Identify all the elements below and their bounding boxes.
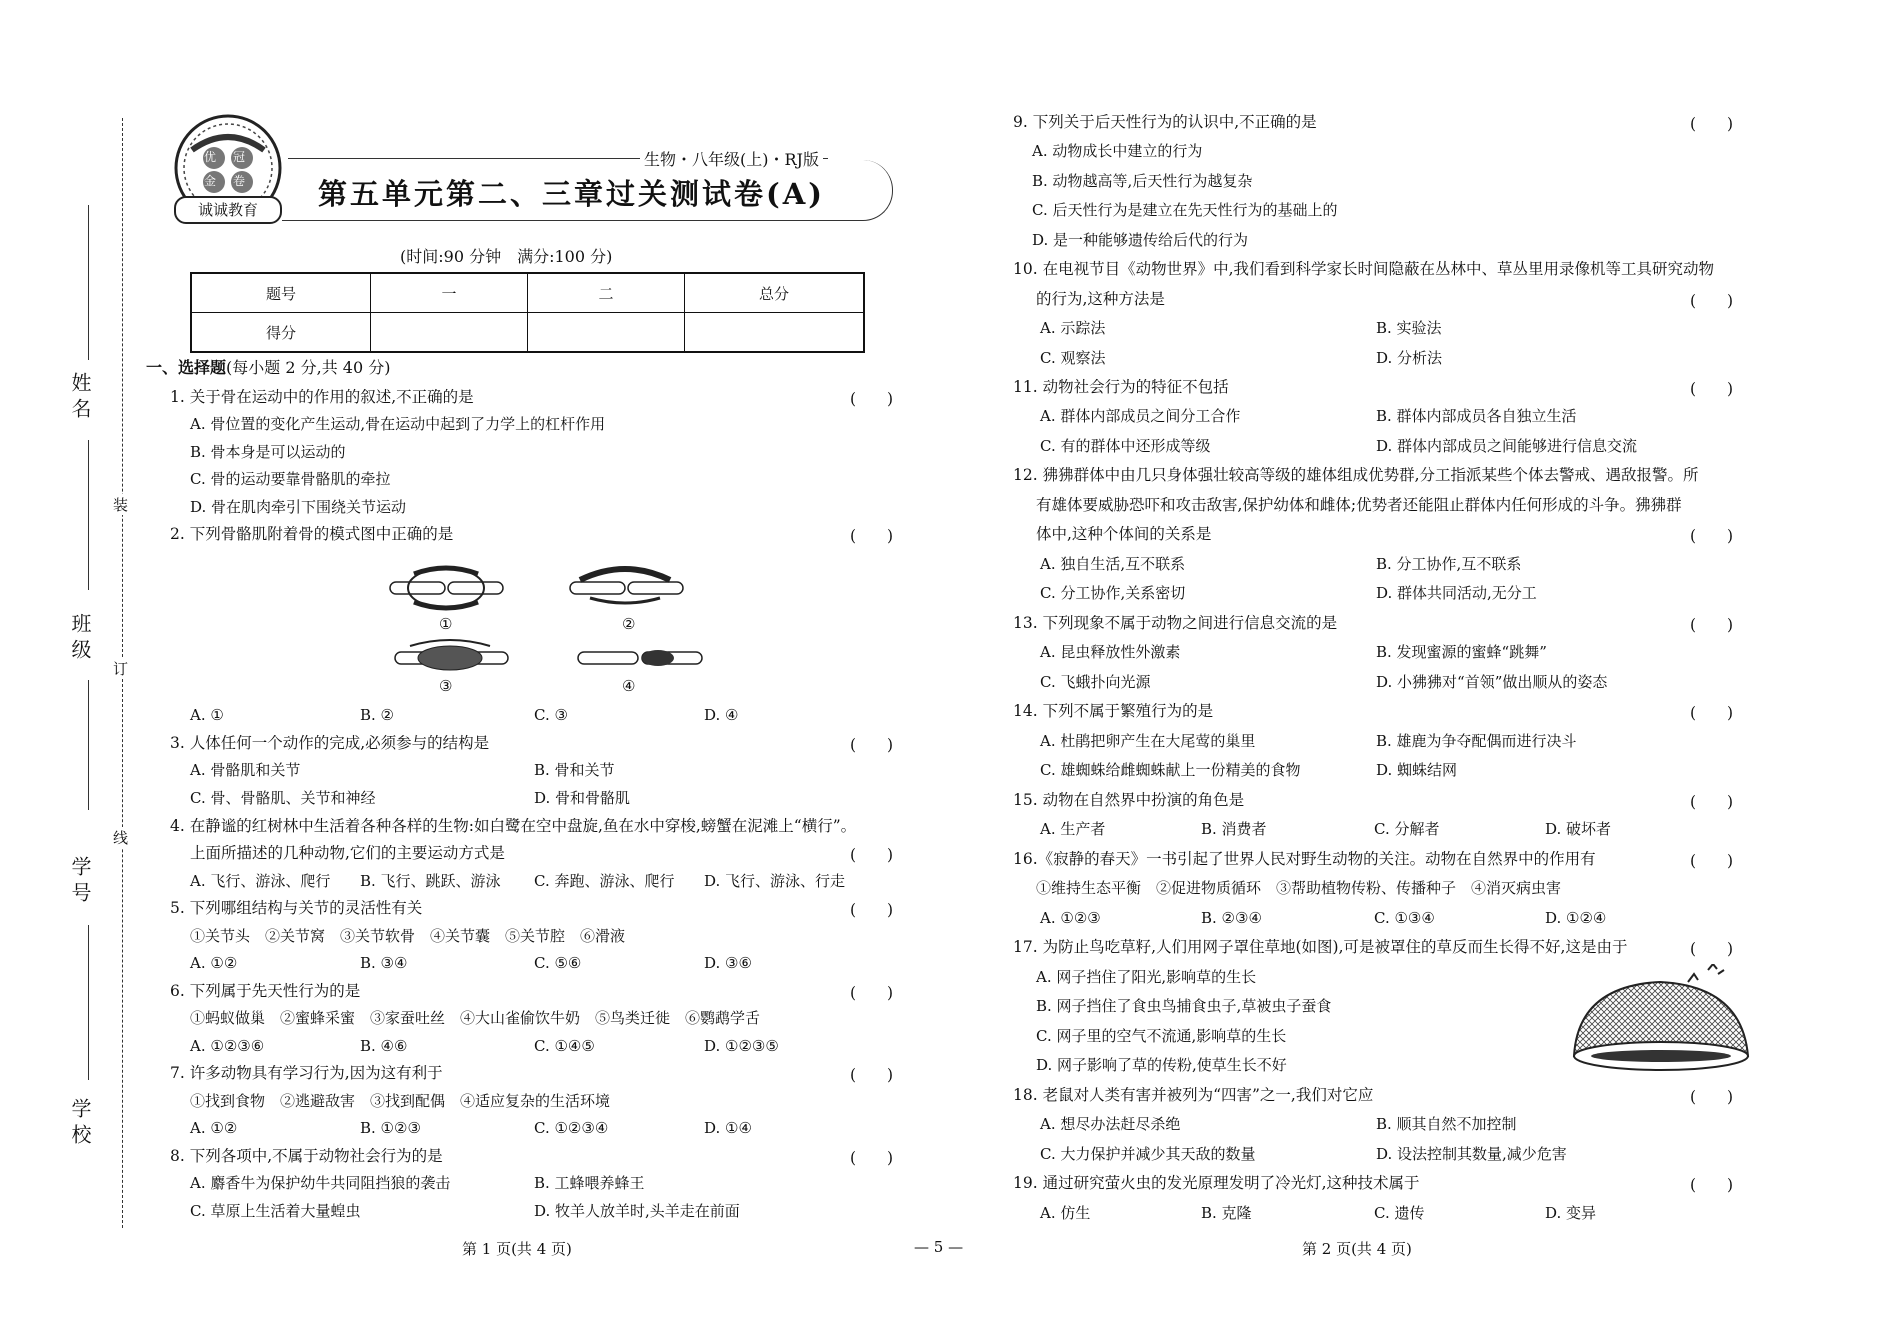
q18-option-a[interactable]: A. 想尽办法赶尽杀绝: [1040, 1115, 1181, 1133]
footer-page-right: 第 2 页(共 4 页): [1302, 1240, 1412, 1258]
q12-stem-line1: 12. 狒狒群体中由几只身体强壮较高等级的雄体组成优势群,分工指派某些个体去警戒、遇敌报警。所: [1013, 466, 1699, 484]
q17-answer-blank[interactable]: ( ): [1690, 940, 1734, 958]
q7-option-b[interactable]: B. ①②③: [360, 1119, 421, 1137]
q11-option-d[interactable]: D. 群体内部成员之间能够进行信息交流: [1376, 437, 1638, 455]
q2-diagram-4: [578, 650, 702, 666]
logo-char-2: 冠: [233, 150, 246, 164]
q15-option-d[interactable]: D. 破坏者: [1545, 820, 1612, 838]
q2-label-2: ②: [622, 615, 636, 633]
q4-stem-line2: 上面所描述的几种动物,它们的主要运动方式是: [190, 844, 505, 862]
q2-option-d[interactable]: D. ④: [704, 706, 739, 724]
id-write-line: [88, 925, 89, 1080]
q15-answer-blank[interactable]: ( ): [1690, 793, 1734, 811]
q19-option-a[interactable]: A. 仿生: [1040, 1204, 1091, 1222]
footer-page-center: — 5 —: [914, 1238, 964, 1256]
q15-option-b[interactable]: B. 消费者: [1201, 820, 1267, 838]
logo-char-3: 金: [204, 174, 217, 188]
q17-stem: 17. 为防止鸟吃草籽,人们用网子罩住草地(如图),可是被罩住的草反而生长得不好,这是由于: [1013, 938, 1628, 956]
q18-stem: 18. 老鼠对人类有害并被列为“四害”之一,我们对它应: [1013, 1086, 1374, 1104]
q9-option-c[interactable]: C. 后天性行为是建立在先天性行为的基础上的: [1032, 201, 1338, 219]
q10-answer-blank[interactable]: ( ): [1690, 292, 1734, 310]
q3-stem: 3. 人体任何一个动作的完成,必须参与的结构是: [170, 734, 490, 752]
q5-answer-blank[interactable]: ( ): [850, 901, 894, 919]
q16-option-c[interactable]: C. ①③④: [1374, 909, 1435, 927]
q15-option-c[interactable]: C. 分解者: [1374, 820, 1440, 838]
q9-option-b[interactable]: B. 动物越高等,后天性行为越复杂: [1032, 172, 1253, 190]
q4-option-d[interactable]: D. 飞行、游泳、行走: [704, 872, 846, 890]
logo-brand-text: 诚诚教育: [197, 201, 258, 219]
binding-mark-zhuang: 装: [113, 496, 129, 514]
q12-stem-line3: 体中,这种个体间的关系是: [1036, 525, 1212, 543]
q9-answer-blank[interactable]: ( ): [1690, 115, 1734, 133]
q16-option-b[interactable]: B. ②③④: [1201, 909, 1262, 927]
q10-stem-line1: 10. 在电视节目《动物世界》中,我们看到科学家长时间隐蔽在丛林中、草丛里用录像机等工具研究动物: [1013, 260, 1715, 278]
class-field-label: 班级: [68, 613, 92, 665]
q1-option-a[interactable]: A. 骨位置的变化产生运动,骨在运动中起到了力学上的杠杆作用: [190, 415, 606, 433]
q5-option-b[interactable]: B. ③④: [360, 954, 408, 972]
q4-stem-line1: 4. 在静谧的红树林中生活着各种各样的生物:如白鹭在空中盘旋,鱼在水中穿梭,螃蟹在泥滩上“横行”。: [170, 817, 857, 835]
q9-option-a[interactable]: A. 动物成长中建立的行为: [1032, 142, 1203, 160]
q6-option-a[interactable]: A. ①②③⑥: [190, 1037, 265, 1055]
q16-items: ①维持生态平衡 ②促进物质循环 ③帮助植物传粉、传播种子 ④消灭病虫害: [1036, 879, 1562, 897]
q7-items: ①找到食物 ②逃避敌害 ③找到配偶 ④适应复杂的生活环境: [190, 1092, 611, 1110]
q5-option-d[interactable]: D. ③⑥: [704, 954, 752, 972]
section-title: [146, 358, 390, 378]
subject-tag: 生物・八年级(上)・RJ版: [640, 147, 823, 170]
score-cell-2[interactable]: [528, 313, 685, 353]
q3-option-c[interactable]: C. 骨、骨骼肌、关节和神经: [190, 789, 376, 807]
section-title-text: 一、选择题: [146, 358, 227, 377]
q1-option-c[interactable]: C. 骨的运动要靠骨骼肌的牵拉: [190, 470, 391, 488]
student-id-field-label: 学号: [68, 856, 92, 908]
q3-answer-blank[interactable]: ( ): [850, 736, 894, 754]
q1-option-d[interactable]: D. 骨在肌肉牵引下围绕关节运动: [190, 498, 407, 516]
q7-answer-blank[interactable]: ( ): [850, 1066, 894, 1084]
q18-option-d[interactable]: D. 设法控制其数量,减少危害: [1376, 1145, 1567, 1163]
q5-option-c[interactable]: C. ⑤⑥: [534, 954, 582, 972]
q8-option-a[interactable]: A. 麝香牛为保护幼牛共同阻挡狼的袭击: [190, 1174, 451, 1192]
name-write-line: [88, 440, 89, 590]
q6-stem: 6. 下列属于先天性行为的是: [170, 982, 361, 1000]
q2-option-a[interactable]: A. ①: [190, 706, 224, 724]
q8-option-b[interactable]: B. 工蜂喂养蜂王: [534, 1174, 645, 1192]
q3-option-d[interactable]: D. 骨和骨骼肌: [534, 789, 631, 807]
q18-option-c[interactable]: C. 大力保护并减少其天敌的数量: [1040, 1145, 1256, 1163]
q4-option-a[interactable]: A. 飞行、游泳、爬行: [190, 872, 331, 890]
logo-char-4: 卷: [233, 174, 246, 188]
q2-option-c[interactable]: C. ③: [534, 706, 568, 724]
name-field-label: 姓名: [68, 372, 92, 424]
school-field-label: 学校: [68, 1098, 92, 1150]
q16-stem: 16.《寂静的春天》一书引起了世界人民对野生动物的关注。动物在自然界中的作用有: [1013, 850, 1596, 868]
q2-option-b[interactable]: B. ②: [360, 706, 395, 724]
q17-net-dome-figure: [1568, 964, 1754, 1074]
q4-option-c[interactable]: C. 奔跑、游泳、爬行: [534, 872, 675, 890]
q1-answer-blank[interactable]: ( ): [850, 390, 894, 408]
q5-stem: 5. 下列哪组结构与关节的灵活性有关: [170, 899, 423, 917]
q10-option-d[interactable]: D. 分析法: [1376, 349, 1443, 367]
q13-option-d[interactable]: D. 小狒狒对“首领”做出顺从的姿态: [1376, 673, 1608, 691]
q19-answer-blank[interactable]: ( ): [1690, 1176, 1734, 1194]
class-write-line: [88, 680, 89, 810]
q2-muscle-diagram: [380, 560, 730, 700]
q17-option-d[interactable]: D. 网子影响了草的传粉,使草生长不好: [1036, 1056, 1287, 1074]
q7-option-c[interactable]: C. ①②③④: [534, 1119, 609, 1137]
q14-stem: 14. 下列不属于繁殖行为的是: [1013, 702, 1214, 720]
binding-solid-line: [88, 205, 89, 360]
q17-option-b[interactable]: B. 网子挡住了食虫鸟捕食虫子,草被虫子蚕食: [1036, 997, 1332, 1015]
q10-option-a[interactable]: A. 示踪法: [1040, 319, 1106, 337]
q2-label-4: ④: [622, 677, 636, 695]
q18-option-b[interactable]: B. 顺其自然不加控制: [1376, 1115, 1517, 1133]
q2-diagram-1: [390, 568, 503, 608]
q8-answer-blank[interactable]: ( ): [850, 1149, 894, 1167]
q19-option-b[interactable]: B. 克隆: [1201, 1204, 1252, 1222]
q12-answer-blank[interactable]: ( ): [1690, 527, 1734, 545]
q11-option-c[interactable]: C. 有的群体中还形成等级: [1040, 437, 1211, 455]
q10-stem-line2: 的行为,这种方法是: [1036, 290, 1165, 308]
q3-option-a[interactable]: A. 骨骼肌和关节: [190, 761, 301, 779]
q14-option-b[interactable]: B. 雄鹿为争夺配偶而进行决斗: [1376, 732, 1577, 750]
score-row-label: 得分: [191, 313, 371, 353]
q8-option-d[interactable]: D. 牧羊人放羊时,头羊走在前面: [534, 1202, 740, 1220]
q6-items: ①蚂蚁做巢 ②蜜蜂采蜜 ③家蚕吐丝 ④大山雀偷饮牛奶 ⑤鸟类迁徙 ⑥鹦鹉学舌: [190, 1009, 761, 1027]
q4-option-b[interactable]: B. 飞行、跳跃、游泳: [360, 872, 501, 890]
q14-option-d[interactable]: D. 蜘蛛结网: [1376, 761, 1458, 779]
q8-stem: 8. 下列各项中,不属于动物社会行为的是: [170, 1147, 443, 1165]
q16-option-d[interactable]: D. ①②④: [1545, 909, 1607, 927]
q11-stem: 11. 动物社会行为的特征不包括: [1013, 378, 1229, 396]
q2-diagram-3: [395, 640, 508, 670]
q11-option-b[interactable]: B. 群体内部成员各自独立生活: [1376, 407, 1577, 425]
q13-answer-blank[interactable]: ( ): [1690, 616, 1734, 634]
q13-option-a[interactable]: A. 昆虫释放性外激素: [1040, 643, 1181, 661]
score-cell-1[interactable]: [371, 313, 528, 353]
q16-option-a[interactable]: A. ①②③: [1040, 909, 1101, 927]
score-header-label: 题号: [191, 273, 371, 313]
q12-stem-line2: 有雄体要威胁恐吓和攻击敌害,保护幼体和雌体;优势者还能阻止群体内任何形成的斗争。狒狒群: [1036, 496, 1682, 514]
q3-option-b[interactable]: B. 骨和关节: [534, 761, 615, 779]
q6-option-b[interactable]: B. ④⑥: [360, 1037, 408, 1055]
score-cell-total[interactable]: [685, 313, 865, 353]
q9-stem: 9. 下列关于后天性行为的认识中,不正确的是: [1013, 113, 1317, 131]
section-note: (每小题 2 分,共 40 分): [226, 358, 391, 377]
q11-answer-blank[interactable]: ( ): [1690, 380, 1734, 398]
q19-stem: 19. 通过研究萤火虫的发光原理发明了冷光灯,这种技术属于: [1013, 1174, 1420, 1192]
q2-label-1: ①: [439, 615, 453, 633]
q6-option-d[interactable]: D. ①②③⑤: [704, 1037, 779, 1055]
score-header-1: 一: [371, 273, 528, 313]
q14-answer-blank[interactable]: ( ): [1690, 704, 1734, 722]
q10-option-b[interactable]: B. 实验法: [1376, 319, 1442, 337]
score-header-2: 二: [528, 273, 685, 313]
q19-option-c[interactable]: C. 遗传: [1374, 1204, 1425, 1222]
q4-answer-blank[interactable]: ( ): [850, 846, 894, 864]
q2-answer-blank[interactable]: ( ): [850, 527, 894, 545]
q10-option-c[interactable]: C. 观察法: [1040, 349, 1106, 367]
logo-brand-badge: [174, 196, 282, 224]
q12-option-b[interactable]: B. 分工协作,互不联系: [1376, 555, 1522, 573]
q2-stem: 2. 下列骨骼肌附着骨的模式图中正确的是: [170, 525, 454, 543]
q7-option-d[interactable]: D. ①④: [704, 1119, 752, 1137]
q17-option-c[interactable]: C. 网子里的空气不流通,影响草的生长: [1036, 1027, 1287, 1045]
time-info: (时间:90 分钟 满分:100 分): [400, 247, 613, 266]
page-title: 第五单元第二、三章过关测试卷(A): [318, 177, 825, 211]
logo-char-1: 优: [204, 150, 217, 164]
q12-option-c[interactable]: C. 分工协作,关系密切: [1040, 584, 1186, 602]
score-header-total: 总分: [685, 273, 865, 313]
q13-option-c[interactable]: C. 飞蛾扑向光源: [1040, 673, 1151, 691]
q2-label-3: ③: [439, 677, 453, 695]
q1-option-b[interactable]: B. 骨本身是可以运动的: [190, 443, 346, 461]
footer-page-left: 第 1 页(共 4 页): [462, 1240, 572, 1258]
q15-option-a[interactable]: A. 生产者: [1040, 820, 1106, 838]
q8-option-c[interactable]: C. 草原上生活着大量蝗虫: [190, 1202, 361, 1220]
q6-answer-blank[interactable]: ( ): [850, 984, 894, 1002]
q1-stem: 1. 关于骨在运动中的作用的叙述,不正确的是: [170, 388, 474, 406]
q19-option-d[interactable]: D. 变异: [1545, 1204, 1597, 1222]
q14-option-a[interactable]: A. 杜鹃把卵产生在大尾莺的巢里: [1040, 732, 1256, 750]
score-table: [190, 272, 865, 353]
q9-option-d[interactable]: D. 是一种能够遗传给后代的行为: [1032, 231, 1249, 249]
binding-mark-xian: 线: [113, 829, 129, 847]
q5-items: ①关节头 ②关节窝 ③关节软骨 ④关节囊 ⑤关节腔 ⑥滑液: [190, 927, 626, 945]
binding-mark-ding: 订: [113, 660, 129, 678]
q13-stem: 13. 下列现象不属于动物之间进行信息交流的是: [1013, 614, 1338, 632]
q7-option-a[interactable]: A. ①②: [190, 1119, 238, 1137]
q6-option-c[interactable]: C. ①④⑤: [534, 1037, 595, 1055]
q12-option-d[interactable]: D. 群体共同活动,无分工: [1376, 584, 1537, 602]
q14-option-c[interactable]: C. 雄蜘蛛给雌蜘蛛献上一份精美的食物: [1040, 761, 1301, 779]
q12-option-a[interactable]: A. 独自生活,互不联系: [1040, 555, 1186, 573]
q7-stem: 7. 许多动物具有学习行为,因为这有利于: [170, 1064, 443, 1082]
q2-diagram-2: [570, 569, 683, 603]
q17-option-a[interactable]: A. 网子挡住了阳光,影响草的生长: [1036, 968, 1257, 986]
q15-stem: 15. 动物在自然界中扮演的角色是: [1013, 791, 1245, 809]
q16-answer-blank[interactable]: ( ): [1690, 852, 1734, 870]
q13-option-b[interactable]: B. 发现蜜源的蜜蜂“跳舞”: [1376, 643, 1547, 661]
q5-option-a[interactable]: A. ①②: [190, 954, 238, 972]
q11-option-a[interactable]: A. 群体内部成员之间分工合作: [1040, 407, 1241, 425]
q18-answer-blank[interactable]: ( ): [1690, 1088, 1734, 1106]
